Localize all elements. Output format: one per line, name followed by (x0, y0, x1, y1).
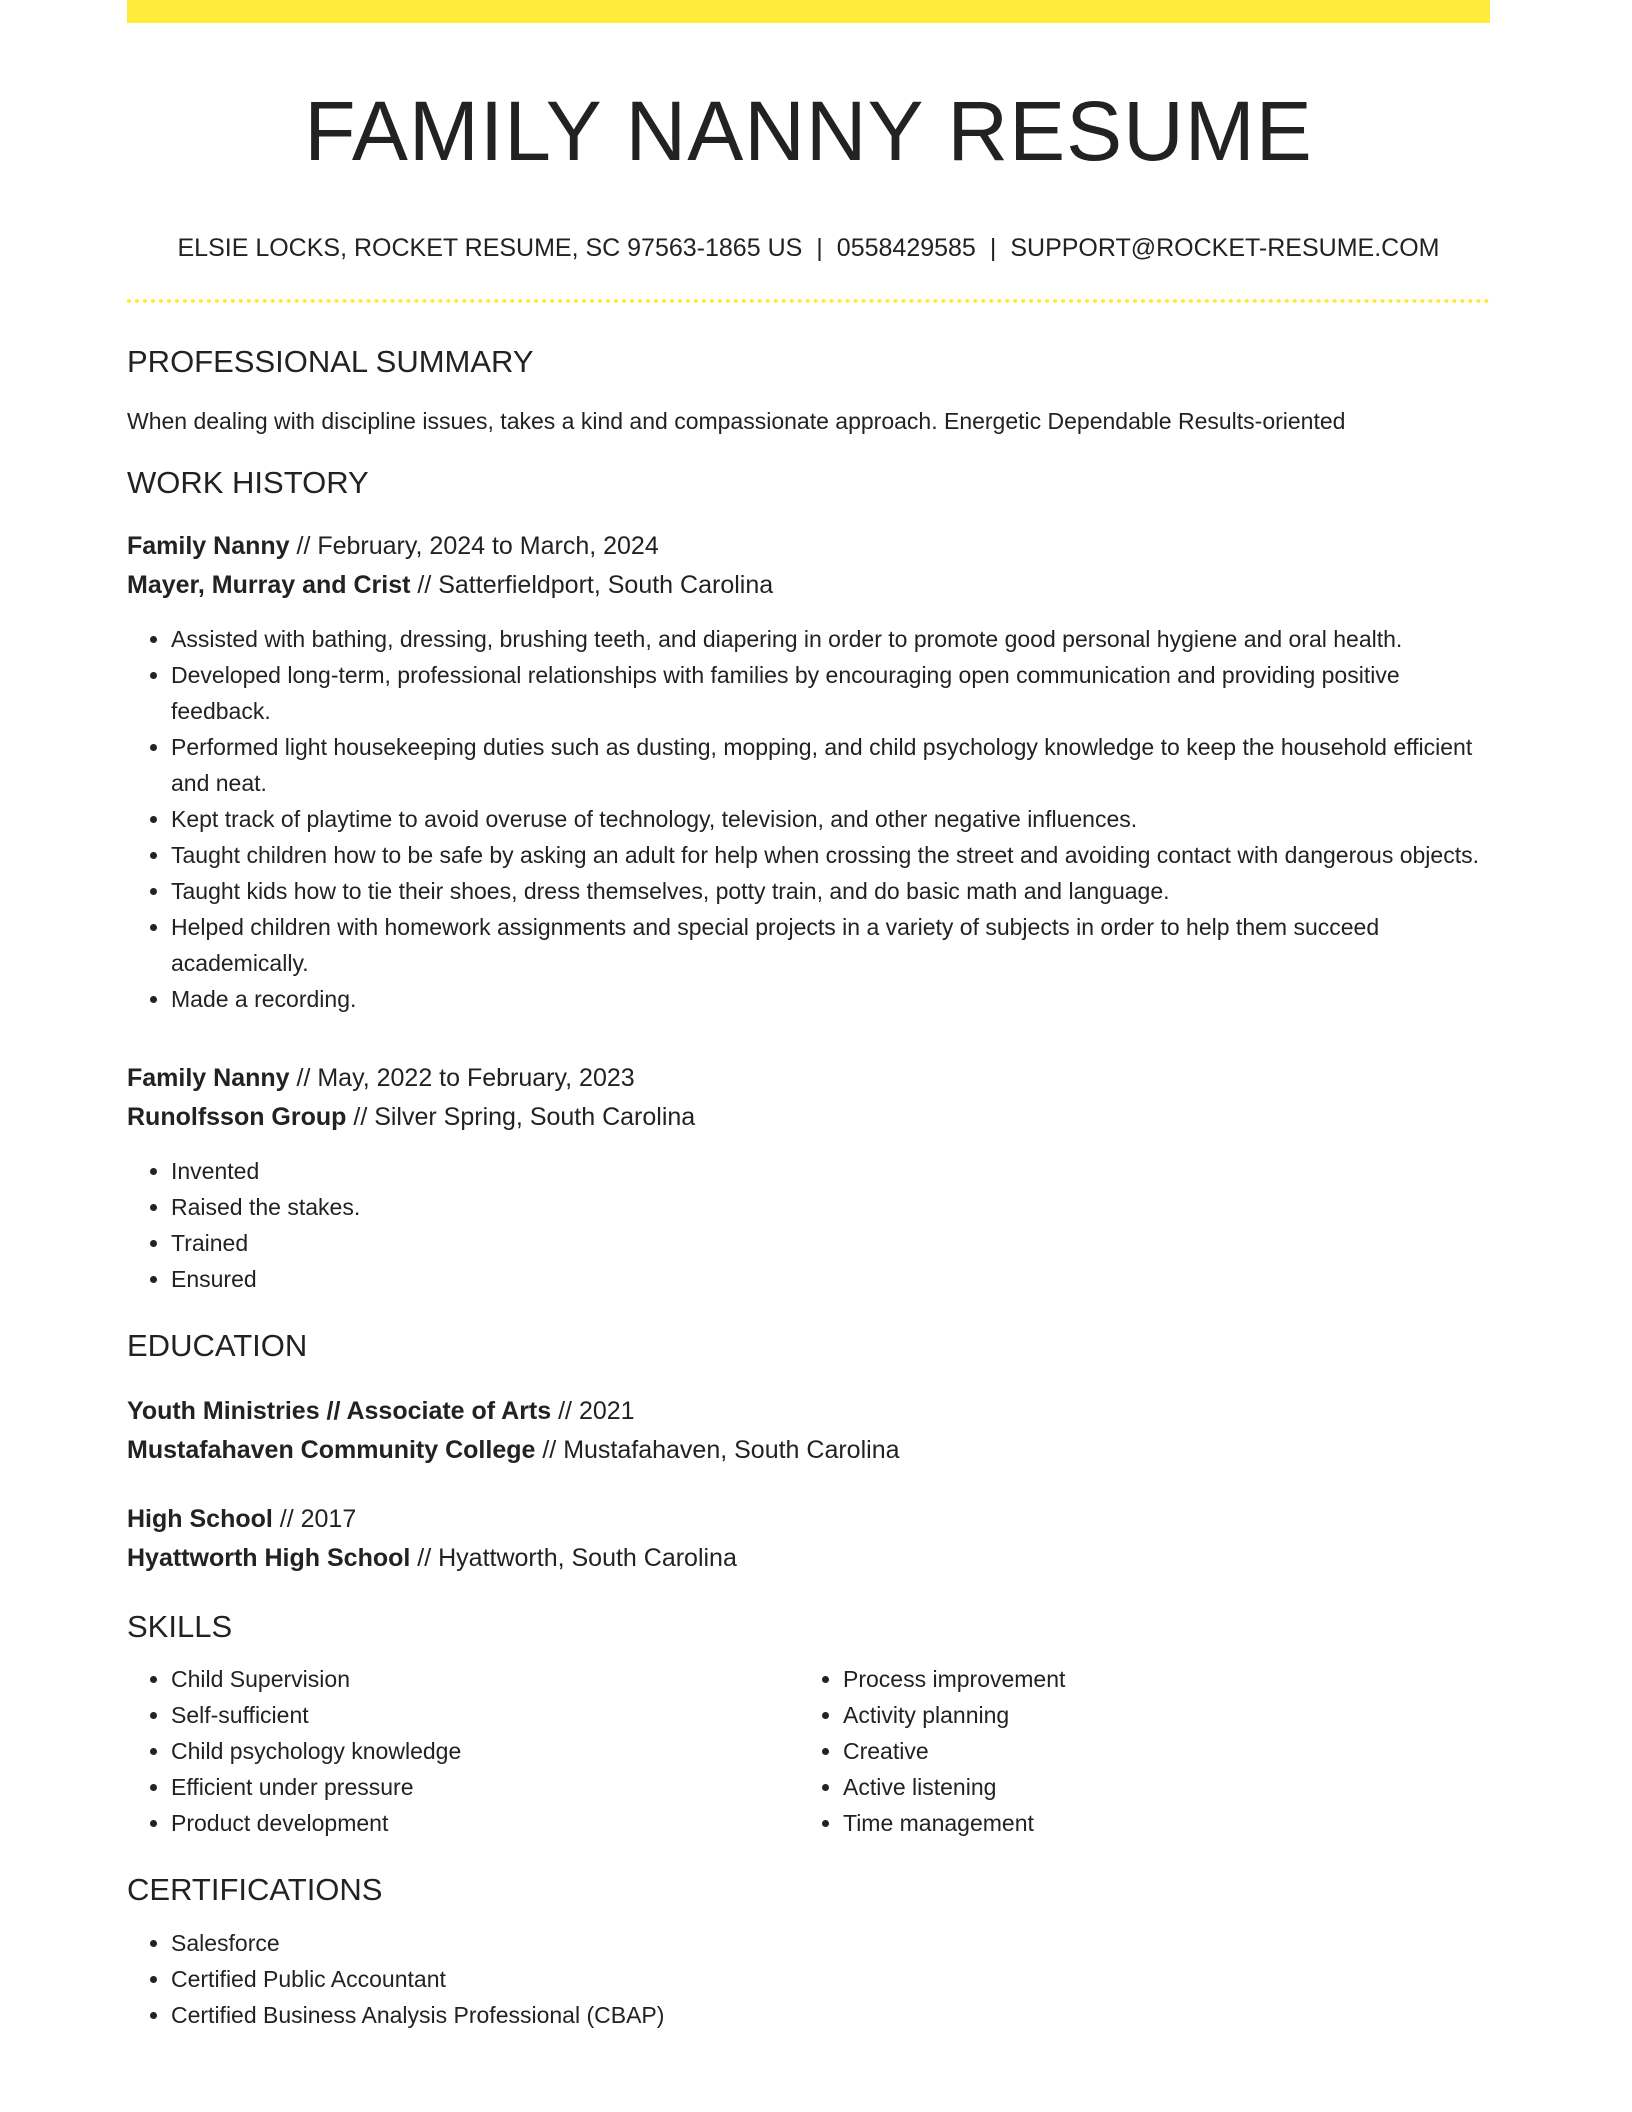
list-item: • Taught kids how to tie their shoes, dress themselves, potty train, and do basic math and language. (171, 873, 1490, 909)
list-item: • Helped children with homework assignments and special projects in a variety of subjects in order to help them succeed academically. (171, 909, 1490, 981)
skills-list-right (799, 1661, 1471, 1841)
job-employer: Runolfsson Group (127, 1103, 347, 1132)
school-line (127, 1539, 1490, 1578)
job-entry (127, 1059, 1490, 1297)
degree-line (127, 1392, 1490, 1431)
contact-separator: | (816, 234, 823, 263)
skills-heading: SKILLS (127, 1609, 233, 1645)
job-title-line (127, 527, 1490, 566)
degree: Youth Ministries // Associate of Arts (127, 1397, 552, 1426)
list-item: • Certified Public Accountant (171, 1961, 1490, 1997)
list-item: • Developed long-term, professional relationships with families by encouraging open communication and providing positive feedback. (171, 657, 1490, 729)
skills-list-left (127, 1661, 799, 1841)
page-title: FAMILY NANNY RESUME (304, 84, 1313, 178)
certifications-list (127, 1925, 1490, 2033)
list-item: • Activity planning (843, 1697, 1471, 1733)
job-dates: // May, 2022 to February, 2023 (289, 1064, 635, 1093)
list-item: • Made a recording. (171, 981, 1490, 1017)
job-entry (127, 527, 1490, 1017)
job-title: Family Nanny (127, 532, 290, 561)
contact-email: SUPPORT@ROCKET-RESUME.COM (1010, 234, 1440, 263)
school-name: Mustafahaven Community College (127, 1436, 536, 1465)
education-entry (127, 1500, 1490, 1578)
accent-top-bar (127, 0, 1490, 23)
degree: High School (127, 1505, 273, 1534)
job-employer: Mayer, Murray and Crist (127, 571, 411, 600)
school-location: // Hyattworth, South Carolina (410, 1544, 737, 1573)
list-item: • Salesforce (171, 1925, 1490, 1961)
degree-line (127, 1500, 1490, 1539)
job-employer-line (127, 1098, 1490, 1137)
education-heading: EDUCATION (127, 1328, 308, 1364)
list-item: • Self-sufficient (171, 1697, 799, 1733)
dotted-divider (127, 299, 1490, 303)
resume-content (127, 23, 1490, 2033)
job-duties-list (127, 1153, 1490, 1297)
list-item: • Time management (843, 1805, 1471, 1841)
list-item: • Kept track of playtime to avoid overuse of technology, television, and other negative influences. (171, 801, 1490, 837)
list-item: • Trained (171, 1225, 1490, 1261)
contact-separator: | (989, 234, 997, 263)
job-title: Family Nanny (127, 1064, 290, 1093)
list-item: • Creative (843, 1733, 1471, 1769)
list-item: • Ensured (171, 1261, 1490, 1297)
job-title-line (127, 1059, 1490, 1098)
job-location: // Satterfieldport, South Carolina (410, 571, 774, 600)
list-item: • Child Supervision (171, 1661, 799, 1697)
contact-address: ELSIE LOCKS, ROCKET RESUME, SC 97563-1865 US (177, 234, 803, 263)
job-duties-list (127, 621, 1490, 1017)
graduation-year: // 2017 (272, 1505, 357, 1534)
education-entry (127, 1392, 1490, 1470)
contact-phone: 0558429585 (836, 234, 976, 263)
job-location: // Silver Spring, South Carolina (346, 1103, 696, 1132)
list-item: • Product development (171, 1805, 799, 1841)
job-employer-line (127, 566, 1490, 605)
work-history-heading: WORK HISTORY (127, 464, 369, 500)
school-location: // Mustafahaven, South Carolina (535, 1436, 900, 1465)
contact-line (127, 233, 1490, 263)
list-item: • Efficient under pressure (171, 1769, 799, 1805)
school-line (127, 1431, 1490, 1470)
summary-text: When dealing with discipline issues, takes a kind and compassionate approach. Energetic Dependable Results-oriented (127, 407, 1346, 434)
list-item: • Invented (171, 1153, 1490, 1189)
list-item: • Active listening (843, 1769, 1471, 1805)
graduation-year: // 2021 (551, 1397, 635, 1426)
certifications-heading: CERTIFICATIONS (127, 1872, 383, 1908)
list-item: • Performed light housekeeping duties such as dusting, mopping, and child psychology knowledge to keep the household efficient and neat. (171, 729, 1490, 801)
list-item: • Process improvement (843, 1661, 1471, 1697)
list-item: • Raised the stakes. (171, 1189, 1490, 1225)
list-item: • Assisted with bathing, dressing, brushing teeth, and diapering in order to promote good personal hygiene and oral health. (171, 621, 1490, 657)
list-item: • Certified Business Analysis Professional (CBAP) (171, 1997, 1490, 2033)
list-item: • Child psychology knowledge (171, 1733, 799, 1769)
school-name: Hyattworth High School (127, 1544, 411, 1573)
job-dates: // February, 2024 to March, 2024 (289, 532, 659, 561)
list-item: • Taught children how to be safe by asking an adult for help when crossing the street and avoiding contact with dangerous objects. (171, 837, 1490, 873)
summary-heading: PROFESSIONAL SUMMARY (127, 344, 534, 380)
skills-columns (127, 1661, 1490, 1841)
